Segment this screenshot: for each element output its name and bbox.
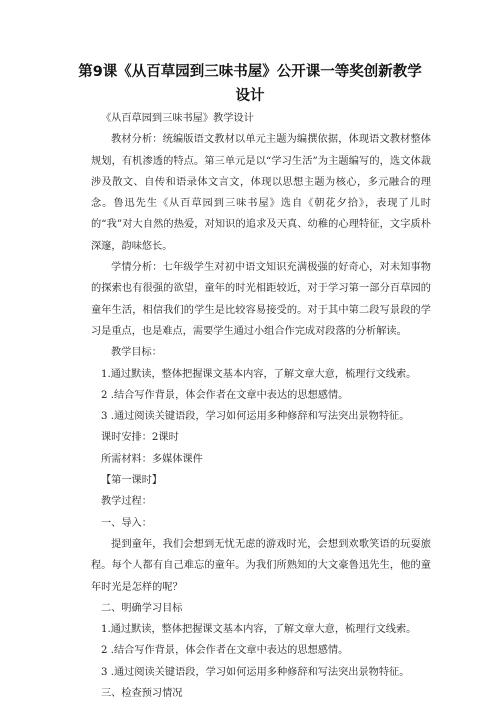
paragraph: 【第一课时】 [101,475,163,487]
paragraph: 教学目标： [111,347,162,359]
paragraph: 二、明确学习目标 [101,602,183,614]
title-line-1: 第9课《从百草园到三味书屋》公开课一等奖创新教学 [78,64,422,80]
paragraph: 三、检查预习情况 [101,688,183,700]
paragraph: 1.通过默读，整体把握课文基本内容，了解文章大意，梳理行文线索。 [101,624,417,636]
document-body [91,108,431,704]
paragraph: 所需材料：多媒体课件 [101,453,203,465]
paragraph: 教材分析：统编版语文教材以单元主题为编撰依据，体现语文教材整体规划，有机渗透的特点。第三单元是以“学习生活”为主题编写的，选文体裁涉及散文、自传和语录体文言文，体现以思想主题为核心，多元融合的理念。鲁迅先生《从百草园到三味书屋》选自《朝花夕拾》，表现了儿时的“我”对大自然的热爱，对知识的追求及天真、幼稚的心理特征，文字质朴深邃，韵味悠长。 [91,134,431,252]
paragraph: 1.通过默读，整体把握课文基本内容，了解文章大意，梳理行文线索。 [101,368,417,380]
paragraph: 2 .结合写作背景，体会作者在文章中表达的思想感情。 [101,389,349,401]
paragraph: 《从百草园到三味书屋》教学设计 [101,113,254,124]
paragraph: 课时安排：2课时 [101,432,179,444]
paragraph: 3 .通过阅读关键语段，学习如何运用多种修辞和写法突出景物特征。 [101,411,410,423]
paragraph: 3 .通过阅读关键语段，学习如何运用多种修辞和写法突出景物特征。 [101,666,410,678]
paragraph: 提到童年，我们会想到无忧无虑的游戏时光，会想到欢歌笑语的玩耍旅程。每个人都有自己难忘的童年。为我们所熟知的大文豪鲁迅先生，他的童年时光是怎样的呢？ [91,538,431,593]
document-title [60,60,440,108]
paragraph: 2 .结合写作背景，体会作者在文章中表达的思想感情。 [101,645,349,657]
paragraph: 教学过程： [101,496,152,508]
paragraph: 学情分析：七年级学生对初中语文知识充满极强的好奇心，对未知事物的探索也有很强的欲望，童年的时光相距较近，对于学习第一部分百草园的童年生活，相信我们的学生是比较容易接受的。对于其中第二段写景段的学习是重点，也是难点，需要学生通过小组合作完成对段落的分析解读。 [91,262,431,337]
title-line-2: 设计 [235,88,265,104]
paragraph: 一、导入： [101,517,152,529]
